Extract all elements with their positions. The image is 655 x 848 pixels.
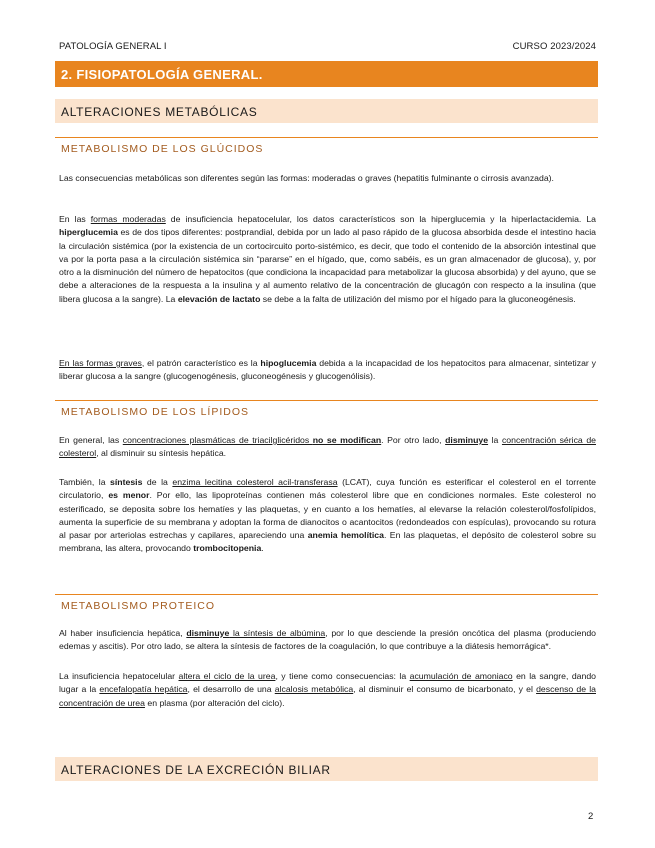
glucidos-paragraph-1: Las consecuencias metabólicas son diferentes según las formas: moderadas o graves (hepatitis fulminante o cirrosis avanzada). xyxy=(59,173,554,183)
bold-term: anemia hemolítica xyxy=(307,530,384,541)
bold-underlined-text: disminuye xyxy=(186,628,230,638)
section-alteraciones-metabolicas: ALTERACIONES METABÓLICAS xyxy=(55,99,598,123)
underlined-text: la síntesis de albúmina xyxy=(229,628,326,638)
course-name: PATOLOGÍA GENERAL I xyxy=(59,41,167,52)
underlined-text: acumulación de amoniaco xyxy=(409,671,513,681)
underlined-text: formas moderadas xyxy=(90,214,166,224)
bold-underlined-text: no se modifican xyxy=(312,435,382,445)
subsection-glucidos: METABOLISMO DE LOS GLÚCIDOS xyxy=(55,137,598,157)
underlined-text: En las formas graves xyxy=(59,358,142,368)
lipidos-paragraph-1: En general, las concentraciones plasmáticas de triacilglicéridos no se modifican. Por otro lado, disminuye la concentración sérica de colesterol, al disminuir su síntesis hepática. xyxy=(59,435,596,459)
chapter-title: 2. FISIOPATOLOGÍA GENERAL. xyxy=(55,61,598,87)
underlined-text: descenso de la concentración de urea xyxy=(59,684,596,708)
bold-term: síntesis xyxy=(110,477,143,487)
subsection-lipidos: METABOLISMO DE LOS LÍPIDOS xyxy=(55,400,598,420)
underlined-text: altera el ciclo de la urea xyxy=(178,671,276,681)
underlined-text: alcalosis metabólica xyxy=(274,684,354,695)
subsection-proteico: METABOLISMO PROTEICO xyxy=(55,594,598,614)
bold-term: elevación de lactato xyxy=(177,293,261,304)
page-number: 2 xyxy=(588,811,594,822)
bold-term: hiperglucemia xyxy=(59,227,118,238)
lipidos-paragraph-2: También, la síntesis de la enzima lecitina colesterol acil-transferasa (LCAT), cuya función es esterificar el colesterol en el torrente circulatorio, es menor. Por ello, las lipoproteínas contienen más colesterol libre que en condiciones normales. Este colesterol no esterificado, se deposita sobre los hematíes y las plaquetas, y en cuanto a los hematíes, al elevarse la relación colesterol/fosfolípidos, aumenta la superficie de su membrana y adoptan la forma de dianocitos o acantocitos (redondeados con espículas), provocando su rotura al pasar por arteriolas estrechas y capilares, apareciendo una anemia hemolítica. En las plaquetas, el depósito de colesterol sobre su membrana, las altera, provocando trombocitopenia. xyxy=(59,477,596,554)
proteico-paragraph-1: Al haber insuficiencia hepática, disminuye la síntesis de albúmina, por lo que desciende la presión oncótica del plasma (produciendo edemas y ascitis). Por otro lado, se altera la síntesis de factores de la coagulación, lo que contribuye a la diátesis hemorrágica*. xyxy=(59,628,596,652)
bold-underlined-text: disminuye xyxy=(445,435,489,445)
underlined-text: encefalopatía hepática xyxy=(99,684,188,695)
page-header xyxy=(59,41,596,53)
glucidos-paragraph-2: En las formas moderadas de insuficiencia hepatocelular, los datos característicos son la hiperglucemia y la hiperlactacidemia. La hiperglucemia es de dos tipos diferentes: postprandial, debida por un lado al paso rápido de la glucosa absorbida desde el intestino hacia la circulación sistémica (por la existencia de un cortocircuito porto-sistémico, es decir, que todo el contenido de la absorción intestinal que va por la porta pasa a la circulación sistémica sin “pararse” en el hígado, que, como sabéis, es un gran almacenador de glucosa), y, por otro a la disminución del número de hepatocitos (que condiciona la incapacidad para metabolizar la glucosa absorbida) y del ayuno, que se debe a alteraciones de la respuesta a la insulina y al aumento relativo de la concentración de glucagón con respecto a la insulina (que libera glucosa a la sangre). La elevación de lactato se debe a la falta de utilización del mismo por el hígado para la gluconeogénesis. xyxy=(59,214,597,304)
underlined-text: concentración sérica de colesterol xyxy=(59,435,596,459)
section-alteraciones-excrecion-biliar: ALTERACIONES DE LA EXCRECIÓN BILIAR xyxy=(55,757,598,781)
course-year: CURSO 2023/2024 xyxy=(512,41,596,52)
glucidos-paragraph-3: En las formas graves, el patrón característico es la hipoglucemia debida a la incapacidad de los hepatocitos para almacenar, sintetizar y liberar glucosa a la sangre (glucogenogénesis, gluconeogénesis y glucogenólisis). xyxy=(59,358,596,382)
underlined-text: enzima lecitina colesterol acil-transferasa xyxy=(172,477,338,487)
proteico-paragraph-2: La insuficiencia hepatocelular altera el ciclo de la urea, y tiene como consecuencias: la acumulación de amoniaco en la sangre, dando lugar a la encefalopatía hepática, el desarrollo de una alcalosis metabólica, al disminuir el consumo de bicarbonato, y el descenso de la concentración de urea en plasma (por alteración del ciclo). xyxy=(59,671,596,708)
bold-term: trombocitopenia xyxy=(193,543,262,554)
bold-term: es menor xyxy=(108,490,150,501)
underlined-text: concentraciones plasmáticas de triacilglicéridos xyxy=(122,435,313,445)
bold-term: hipoglucemia xyxy=(260,358,317,368)
